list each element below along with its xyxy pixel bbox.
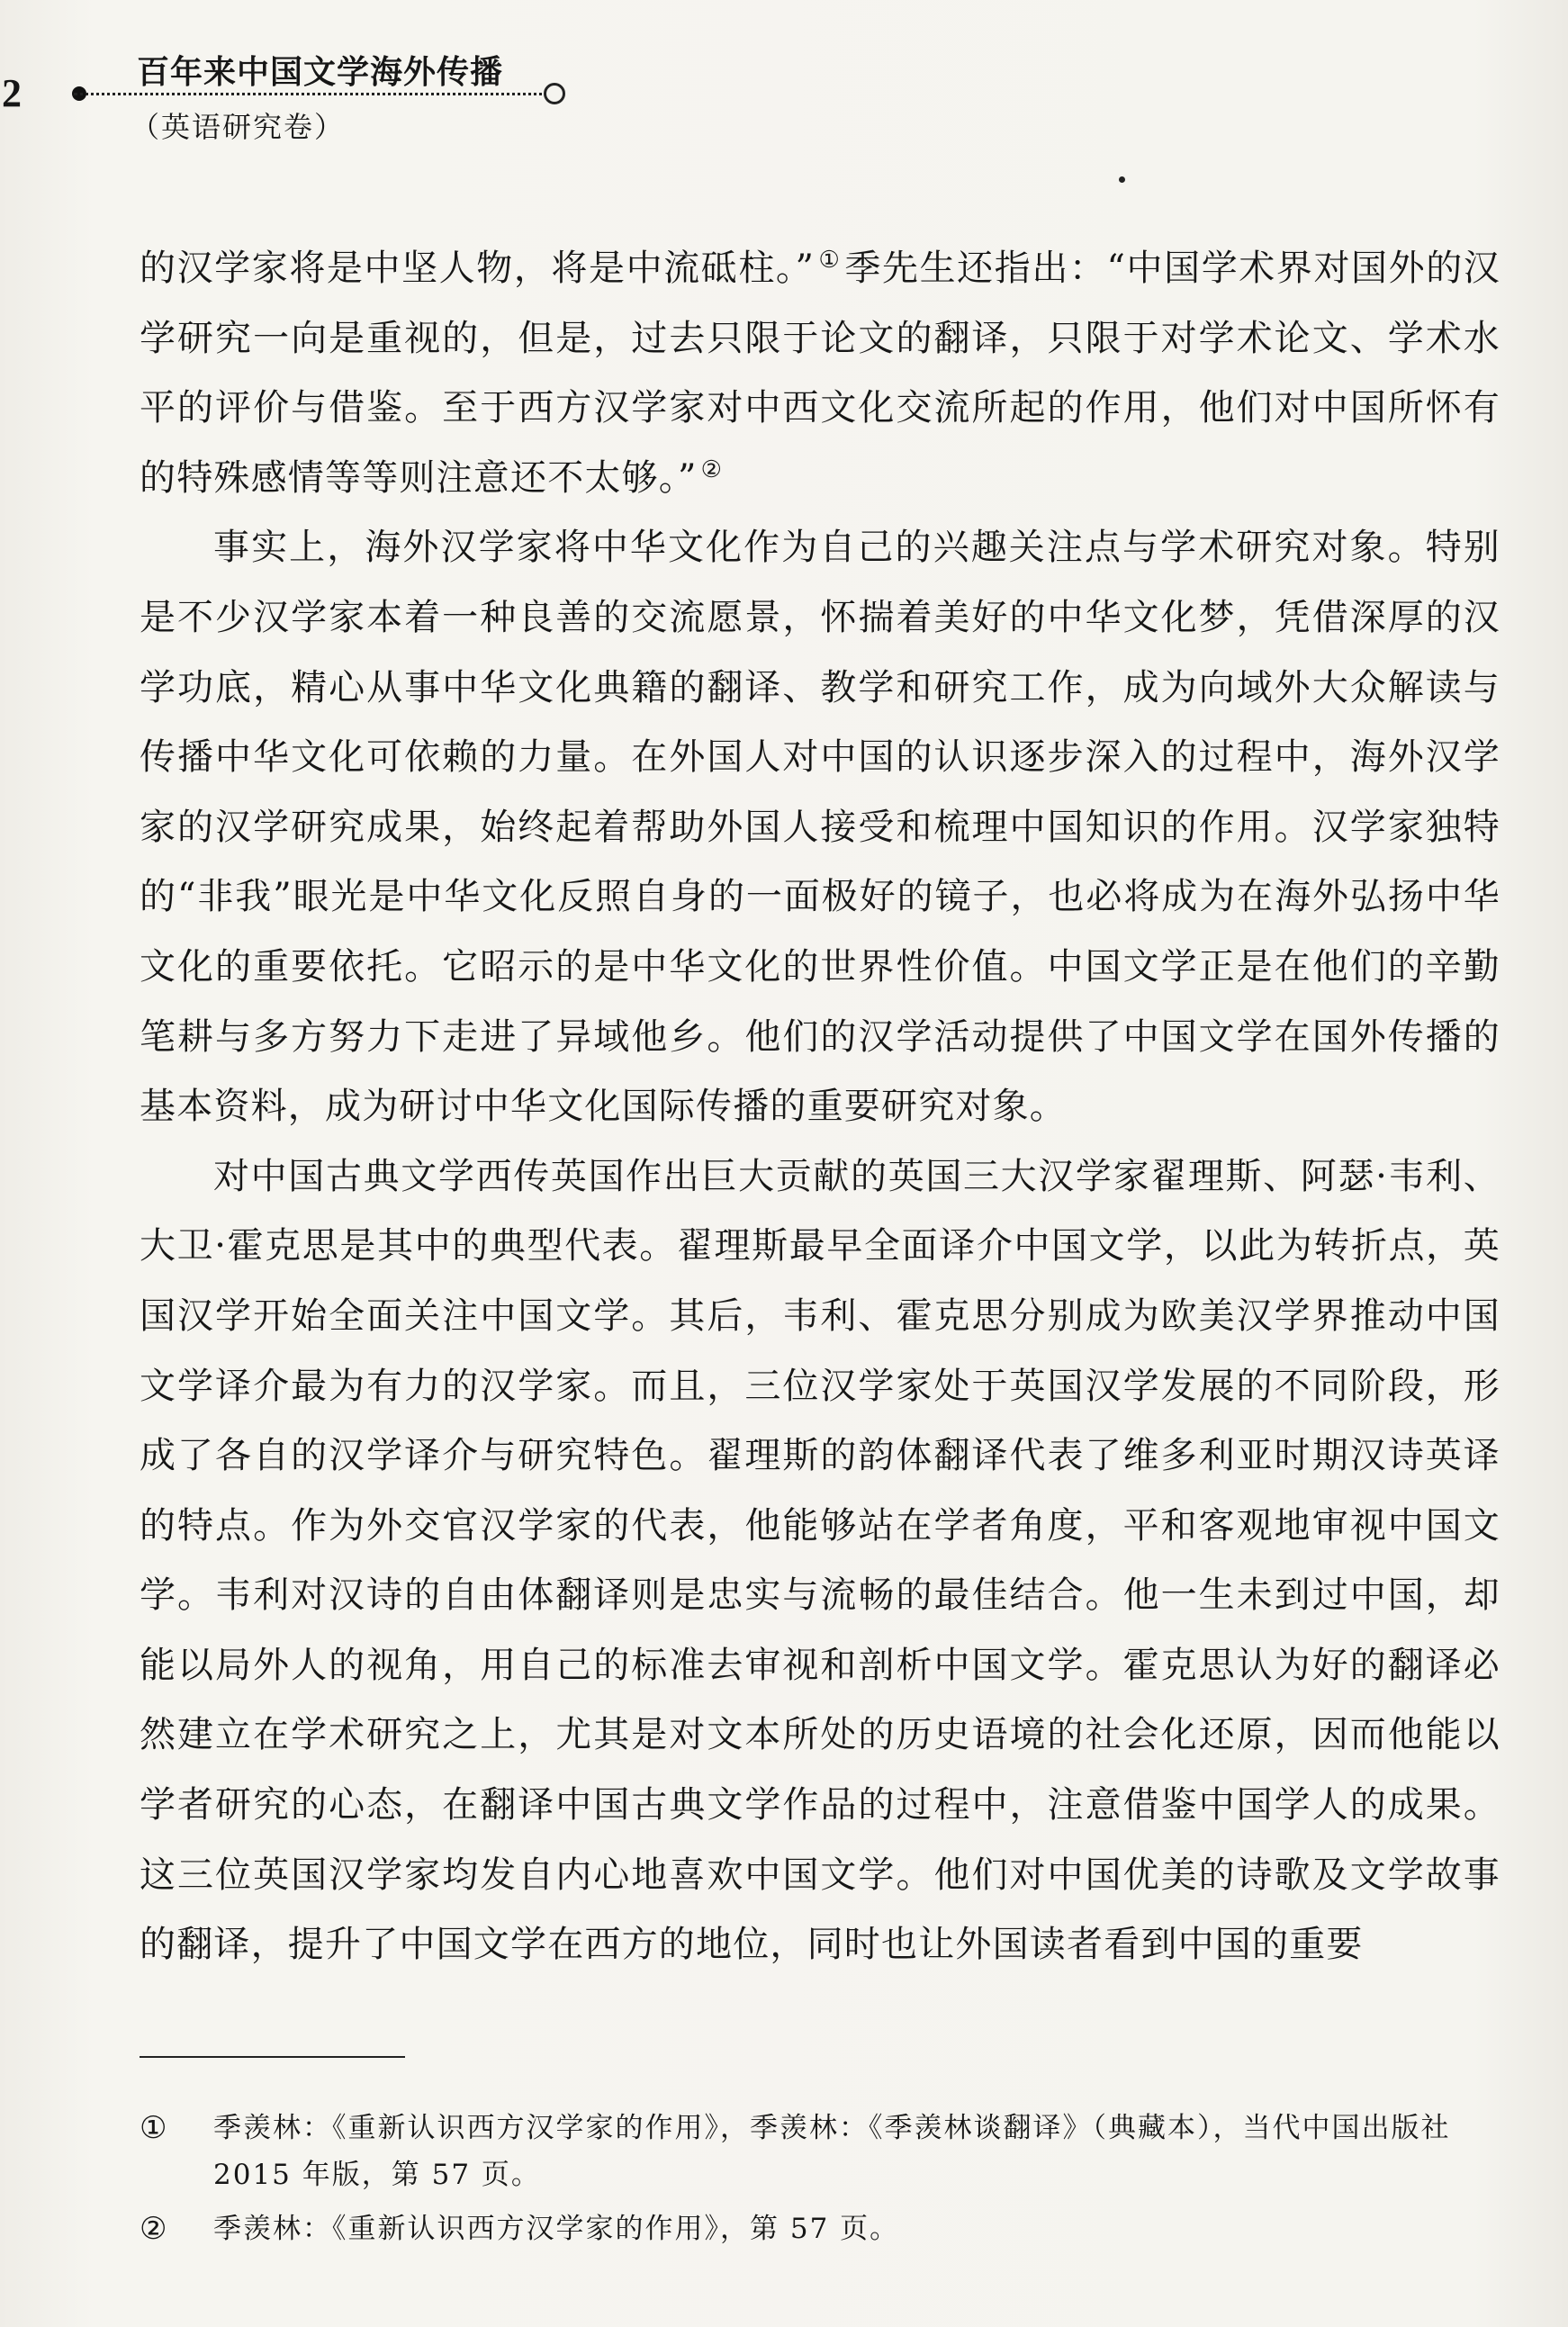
paragraph-1 [140,234,1500,513]
footnote-ref-1[interactable]: ① [818,247,842,274]
page-number: 2 [2,71,22,115]
footnote-1 [140,2105,1500,2198]
footnotes [140,2105,1500,2259]
footnote-2-text: 季羡林：《重新认识西方汉学家的作用》，第 57 页。 [213,2213,900,2245]
print-speck [1119,176,1125,183]
running-head-subtitle: （英语研究卷） [131,110,346,144]
header-rule [74,93,560,95]
paragraph-2: 事实上，海外汉学家将中华文化作为自己的兴趣关注点与学术研究对象。特别是不少汉学家本着一种良善的交流愿景，怀揣着美好的中华文化梦，凭借深厚的汉学功底，精心从事中华文化典籍的翻译、教学和研究工作，成为向域外大众解读与传播中华文化可依赖的力量。在外国人对中国的认识逐步深入的过程中，海外汉学家的汉学研究成果，始终起着帮助外国人接受和梳理中国知识的作用。汉学家独特的“非我”眼光是中华文化反照自身的一面极好的镜子，也必将成为在海外弘扬中华文化的重要依托。它昭示的是中华文化的世界性价值。中国文学正是在他们的辛勤笔耕与多方努力下走进了异域他乡。他们的汉学活动提供了中国文学在国外传播的基本资料，成为研讨中华文化国际传播的重要研究对象。 [140,527,1500,1128]
body-text [140,234,1500,1980]
paragraph-1-part-b: 季先生还指出：“中国学术界对国外的汉学研究一向是重视的，但是，过去只限于论文的翻译，只限于对学术论文、学术水平的评价与借鉴。至于西方汉学家对中西文化交流所起的作用，他们对中国所怀有的特殊感情等等则注意还不太够。” [140,248,1500,499]
footnote-rule [140,2056,405,2058]
footnote-2 [140,2205,1500,2252]
footnote-2-marker: ② [140,2211,169,2247]
footnote-ref-2[interactable]: ② [700,455,724,483]
header-ring-icon [544,83,565,104]
footnote-1-text: 季羡林：《重新认识西方汉学家的作用》，季羡林：《季羡林谈翻译》（典藏本），当代中国出版社 2015 年版，第 57 页。 [213,2112,1451,2191]
paragraph-3: 对中国古典文学西传英国作出巨大贡献的英国三大汉学家翟理斯、阿瑟·韦利、大卫·霍克思是其中的典型代表。翟理斯最早全面译介中国文学，以此为转折点，英国汉学开始全面关注中国文学。其后，韦利、霍克思分别成为欧美汉学界推动中国文学译介最为有力的汉学家。而且，三位汉学家处于英国汉学发展的不同阶段，形成了各自的汉学译介与研究特色。翟理斯的韵体翻译代表了维多利亚时期汉诗英译的特点。作为外交官汉学家的代表，他能够站在学者角度，平和客观地审视中国文学。韦利对汉诗的自由体翻译则是忠实与流畅的最佳结合。他一生未到过中国，却能以局外人的视角，用自己的标准去审视和剖析中国文学。霍克思认为好的翻译必然建立在学术研究之上，尤其是对文本所处的历史语境的社会化还原，因而他能以学者研究的心态，在翻译中国古典文学作品的过程中，注意借鉴中国学人的成果。这三位英国汉学家均发自内心地喜欢中国文学。他们对中国优美的诗歌及文学故事的翻译，提升了中国文学在西方的地位，同时也让外国读者看到中国的重要 [140,1155,1500,1966]
paragraph-1-part-a: 的汉学家将是中坚人物，将是中流砥柱。” [140,248,816,289]
footnote-1-marker: ① [140,2110,169,2146]
running-head-title: 百年来中国文学海外传播 [137,54,504,91]
